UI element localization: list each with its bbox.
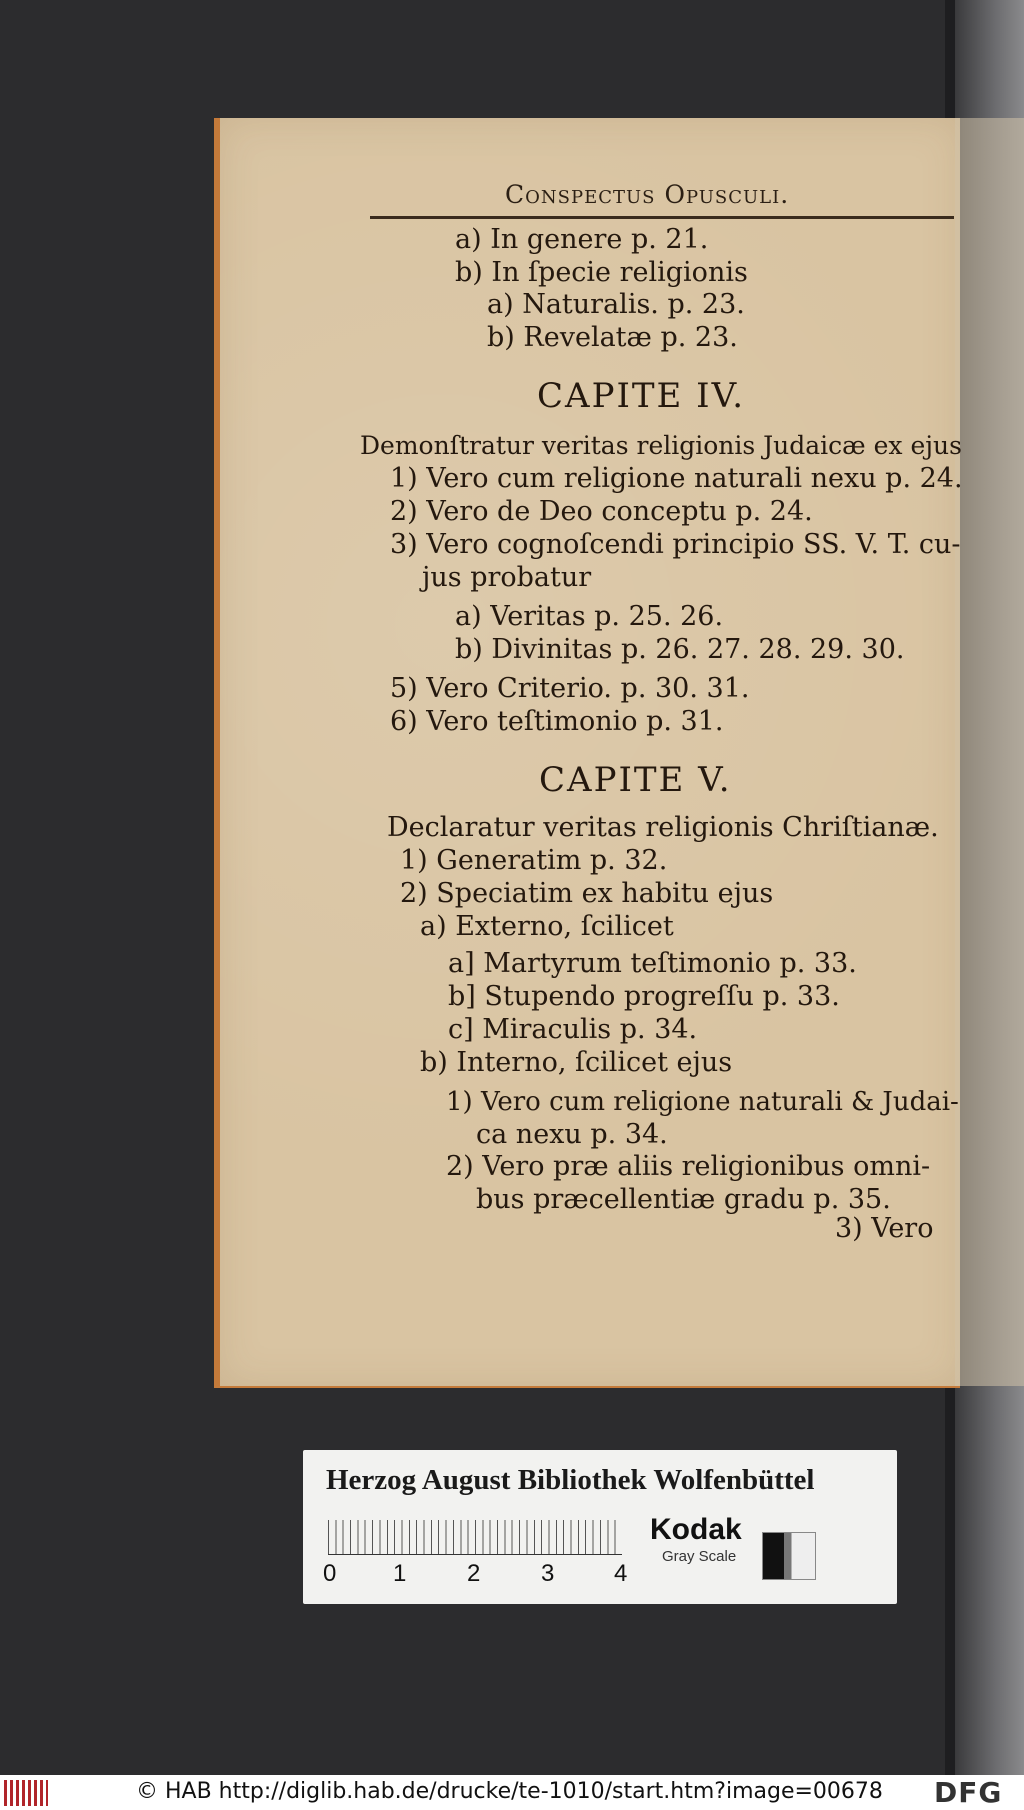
toc-line: 2) Speciatim ex habitu ejus [400,878,774,909]
toc-line: 2) Vero de Deo conceptu p. 24. [390,496,813,527]
footer-copyright-link[interactable]: © HAB http://diglib.hab.de/drucke/te-1010/start.htm?image=00678 [136,1779,883,1804]
ruler-number: 4 [614,1560,628,1587]
ruler-number: 0 [323,1560,337,1587]
scale-ruler [328,1520,622,1555]
toc-line: b) Interno, ſcilicet ejus [420,1047,733,1078]
ruler-number: 3 [541,1560,555,1587]
toc-line: 3) Vero cognoſcendi principio SS. V. T. cu- [390,529,961,560]
toc-line: 5) Vero Criterio. p. 30. 31. [390,673,750,704]
page-header: Conspectus Opusculi. [505,180,790,209]
header-rule [370,216,954,219]
chapter-heading-v: CAPITE V. [539,760,732,800]
toc-line: Declaratur veritas religionis Chriſtianæ. [387,812,939,843]
toc-line: 1) Vero cum religione naturali & Judai- [446,1087,959,1117]
toc-line: a) Veritas p. 25. 26. [455,601,724,632]
chapter-heading-iv: CAPITE IV. [537,376,746,416]
toc-line: jus probatur [422,562,592,593]
toc-line: b) Divinitas p. 26. 27. 28. 29. 30. [455,634,905,665]
toc-line: 1) Generatim p. 32. [400,845,668,876]
gray-swatch [762,1532,816,1580]
toc-line: 6) Vero teſtimonio p. 31. [390,706,724,737]
toc-line: b] Stupendo progreſſu p. 33. [448,981,840,1012]
facing-page-edge [955,118,1024,1386]
catchword: 3) Vero [835,1213,934,1244]
toc-line: 1) Vero cum religione naturali nexu p. 24. [390,463,963,494]
toc-line: a] Martyrum teſtimonio p. 33. [448,948,857,979]
ruler-number: 2 [467,1560,481,1587]
kodak-brand: Kodak [650,1513,742,1546]
ruler-number: 1 [393,1560,407,1587]
toc-line: b) Revelatæ p. 23. [487,322,738,353]
toc-line: Demonſtratur veritas religionis Judaicæ ex ejus [360,431,962,460]
toc-line: 2) Vero præ aliis religionibus omni- [446,1151,931,1182]
toc-line: bus præcellentiæ gradu p. 35. [476,1184,891,1215]
toc-line: a) Externo, ſcilicet [420,911,674,942]
toc-line: c] Miraculis p. 34. [448,1014,698,1045]
gray-scale-label: Gray Scale [662,1548,737,1565]
toc-line: b) In ſpecie religionis [455,257,748,288]
library-name: Herzog August Bibliothek Wolfenbüttel [326,1464,815,1496]
toc-line: ca nexu p. 34. [476,1119,668,1150]
hab-logo-icon [4,1780,48,1806]
toc-line: a) In genere p. 21. [455,224,709,255]
toc-line: a) Naturalis. p. 23. [487,289,745,320]
dfg-logo: DFG [934,1776,1003,1809]
